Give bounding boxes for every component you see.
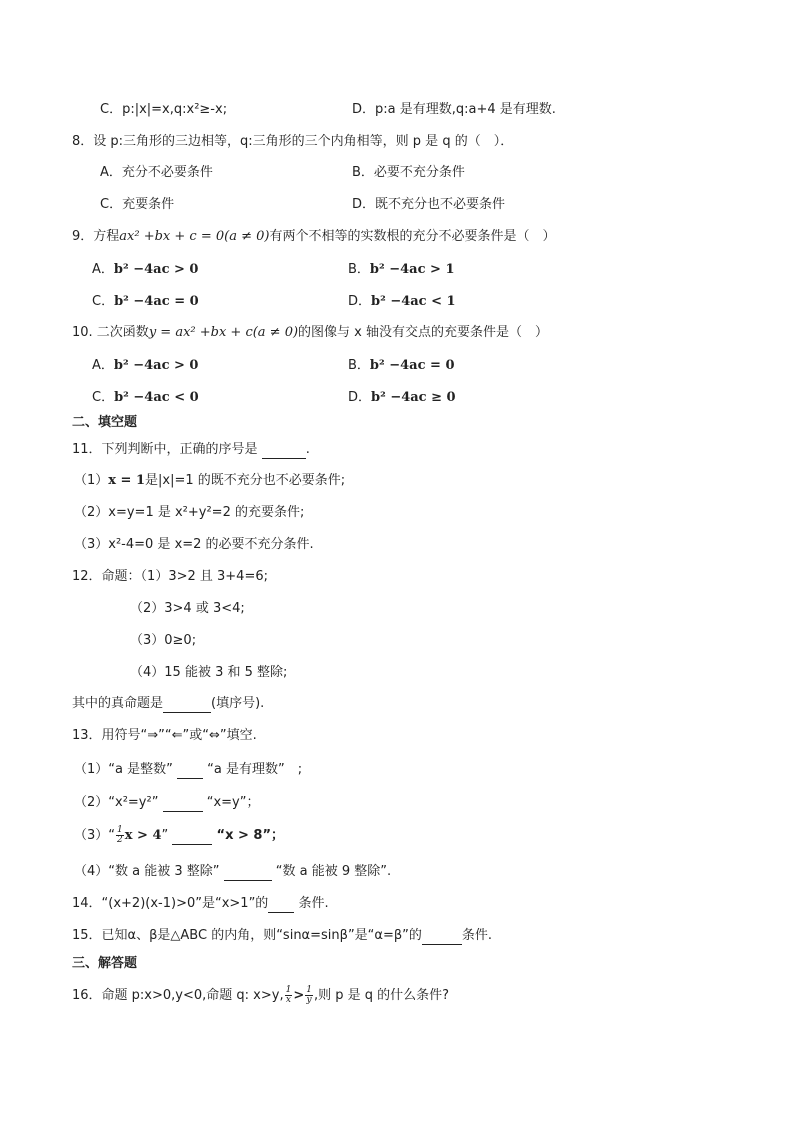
q12-stem: 12．命题：（1）3>2 且 3+4=6; xyxy=(72,569,268,584)
q13-item-3-close-quote: ” xyxy=(161,828,169,843)
q13-stem: 13．用符号“⇒”“⇐”或“⇔”填空. xyxy=(72,728,257,743)
q10-option-b-label: B． xyxy=(348,358,370,373)
q9-option-b xyxy=(348,261,455,279)
q8-option-d: D．既不充分也不必要条件 xyxy=(352,197,506,212)
q16-fraction-1 xyxy=(285,986,293,1005)
q13-item-2-blank[interactable] xyxy=(163,799,203,812)
q13-item-3-fraction-denominator: 2 xyxy=(117,835,123,845)
q15-stem-right: 条件. xyxy=(461,928,493,943)
q11-item-1 xyxy=(74,472,345,490)
q14-answer-blank[interactable] xyxy=(268,900,294,913)
section-answer-heading: 三、解答题 xyxy=(72,956,138,971)
q13-item-3-fraction xyxy=(116,826,124,845)
q9-equation: ax² +bx + c = 0(a ≠ 0) xyxy=(119,229,270,244)
q16-fraction-2-denominator: y xyxy=(306,995,312,1005)
q13-item-2 xyxy=(74,794,259,812)
q10-option-a-math: b² −4ac > 0 xyxy=(113,358,199,373)
q12-answer-blank[interactable] xyxy=(163,700,211,713)
q13-item-3-fraction-numerator: 1 xyxy=(117,825,123,835)
q11-item-3: （3）x²-4=0 是 x=2 的必要不充分条件. xyxy=(74,537,314,552)
q13-item-4-right: “数 a 能被 9 整除”. xyxy=(275,864,392,879)
q10-option-b xyxy=(348,357,455,375)
q9-option-d xyxy=(348,293,456,311)
q11-answer-blank[interactable] xyxy=(262,446,306,459)
q13-item-1-right: “a 是有理数” ; xyxy=(207,762,303,777)
q7-option-d: D．p:a 是有理数,q:a+4 是有理数. xyxy=(352,102,556,117)
q10-option-c-math: b² −4ac < 0 xyxy=(114,390,199,405)
q13-item-1-blank[interactable] xyxy=(177,766,203,779)
q9-option-a-math: b² −4ac > 0 xyxy=(113,262,199,277)
q16-stem-right: ,则 p 是 q 的什么条件? xyxy=(313,988,450,1003)
q10-stem xyxy=(72,324,548,342)
q12-item-2: （2）3>4 或 3<4; xyxy=(130,601,245,616)
q10-tail: 的图像与 x 轴没有交点的充要条件是（ ） xyxy=(298,325,549,340)
q13-item-3-math: x > 4 xyxy=(124,828,162,843)
q12-question xyxy=(72,695,264,713)
q12-item-3: （3）0≥0; xyxy=(130,633,197,648)
q11-stem-text: 11．下列判断中，正确的序号是 xyxy=(72,442,258,457)
q9-option-b-label: B． xyxy=(348,262,370,277)
q7-option-c: C．p:|x|=x,q:x²≥-x; xyxy=(100,102,228,117)
q8-option-c: C．充要条件 xyxy=(100,197,175,212)
q14-stem xyxy=(72,895,329,913)
q15-answer-blank[interactable] xyxy=(422,932,462,945)
q13-item-4-blank[interactable] xyxy=(224,868,272,881)
q11-item-1-index: （1） xyxy=(74,473,109,488)
q11-item-1-math: x = 1 xyxy=(108,473,146,488)
q10-option-d xyxy=(348,389,456,407)
q9-option-c-label: C． xyxy=(92,294,115,309)
q13-item-4-left: （4）“数 a 能被 3 整除” xyxy=(74,864,220,879)
q11-stem xyxy=(72,441,310,459)
q12-question-text: 其中的真命题是 xyxy=(72,696,164,711)
q10-option-c-label: C． xyxy=(92,390,115,405)
q10-lead: 10. 二次函数 xyxy=(72,325,149,340)
q12-question-end: (填序号). xyxy=(211,696,265,711)
q15-stem-left: 15．已知α、β是△ABC 的内角，则“sinα=sinβ”是“α=β”的 xyxy=(72,928,422,943)
q9-option-d-math: b² −4ac < 1 xyxy=(371,294,456,309)
q9-option-b-math: b² −4ac > 1 xyxy=(369,262,455,277)
q9-option-a-label: A． xyxy=(92,262,114,277)
q9-tail: 有两个不相等的实数根的充分不必要条件是（ ） xyxy=(269,229,556,244)
q11-item-1-text: 是|x|=1 的既不充分也不必要条件; xyxy=(145,473,346,488)
q13-item-4 xyxy=(74,863,391,881)
q8-stem: 8．设 p:三角形的三边相等，q:三角形的三个内角相等，则 p 是 q 的（ ）． xyxy=(72,134,514,149)
q11-item-2: （2）x=y=1 是 x²+y²=2 的充要条件; xyxy=(74,505,305,520)
q8-option-b: B．必要不充分条件 xyxy=(352,165,465,180)
q16-stem-left: 16．命题 p:x>0,y<0,命题 q: x>y, xyxy=(72,988,284,1003)
q16-stem xyxy=(72,986,449,1005)
q13-item-3-index: （3）“ xyxy=(74,828,116,843)
q11-stem-end: . xyxy=(305,442,310,457)
q10-option-c xyxy=(92,389,199,407)
q13-item-3-blank[interactable] xyxy=(172,832,212,845)
q15-stem xyxy=(72,927,492,945)
q13-item-2-right: “x=y”； xyxy=(206,795,260,810)
q14-stem-left: 14．“(x+2)(x-1)>0”是“x>1”的 xyxy=(72,896,269,911)
q13-item-3-right: “x > 8”； xyxy=(216,828,284,843)
q9-lead: 9．方程 xyxy=(72,229,120,244)
q10-option-b-math: b² −4ac = 0 xyxy=(369,358,455,373)
q10-option-d-math: b² −4ac ≥ 0 xyxy=(371,390,456,405)
q14-stem-right: 条件. xyxy=(298,896,329,911)
q13-item-1-left: （1）“a 是整数” xyxy=(74,762,173,777)
q9-option-c xyxy=(92,293,199,311)
q16-fraction-1-denominator: x xyxy=(285,995,291,1005)
section-fill-in-heading: 二、填空题 xyxy=(72,415,138,430)
q13-item-1 xyxy=(74,761,302,779)
q10-option-a-label: A． xyxy=(92,358,114,373)
q9-stem xyxy=(72,228,555,246)
q9-option-d-label: D． xyxy=(348,294,372,309)
q9-option-a xyxy=(92,261,198,279)
q16-fraction-1-numerator: 1 xyxy=(285,985,292,995)
q13-item-3 xyxy=(74,826,284,845)
q10-option-a xyxy=(92,357,198,375)
q16-fraction-2 xyxy=(305,986,313,1005)
q10-option-d-label: D． xyxy=(348,390,372,405)
q9-option-c-math: b² −4ac = 0 xyxy=(114,294,199,309)
q16-greater-than: > xyxy=(293,988,305,1003)
q12-item-4: （4）15 能被 3 和 5 整除; xyxy=(130,665,288,680)
q10-equation: y = ax² +bx + c(a ≠ 0) xyxy=(148,325,299,340)
q16-fraction-2-numerator: 1 xyxy=(306,985,312,995)
q8-option-a: A．充分不必要条件 xyxy=(100,165,213,180)
q13-item-2-left: （2）“x²=y²” xyxy=(74,795,159,810)
